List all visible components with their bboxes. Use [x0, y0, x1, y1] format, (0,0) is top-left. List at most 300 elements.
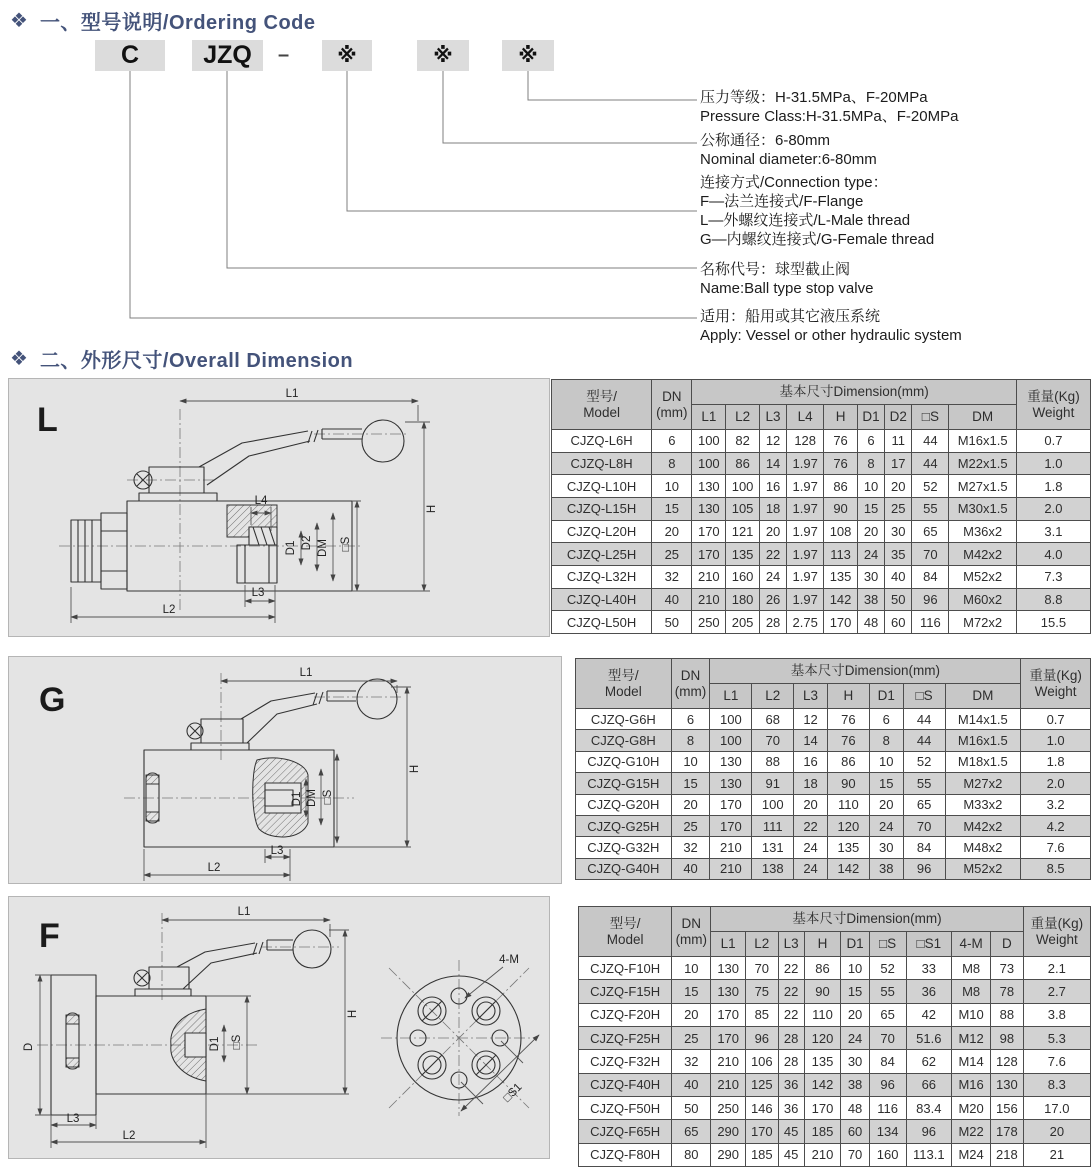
table-cell: 60	[885, 611, 912, 634]
table-cell: M33x2	[945, 794, 1021, 815]
table-row	[576, 730, 1091, 751]
table-cell: 146	[746, 1096, 779, 1119]
table-row	[552, 611, 1091, 634]
header-cell: DN (mm)	[672, 907, 711, 957]
header-cell: □S	[912, 405, 949, 430]
table-cell: 15	[869, 773, 903, 794]
table-cell: 40	[885, 565, 912, 588]
header-cell: D1	[841, 932, 869, 957]
table-cell: 32	[652, 565, 692, 588]
table-cell: 120	[827, 815, 869, 836]
dim-label-D1: D1	[209, 1036, 221, 1052]
table-cell: 210	[692, 565, 726, 588]
table-cell: 12	[759, 430, 786, 453]
table-cell: 66	[906, 1073, 952, 1096]
leader-line-diameter	[443, 71, 697, 143]
header-cell: L4	[787, 405, 824, 430]
drawing-letter: G	[39, 681, 66, 719]
table-cell: CJZQ-L40H	[552, 588, 652, 611]
code-box-diameter: ※	[417, 40, 469, 71]
table-cell: 22	[759, 543, 786, 566]
table-cell: 22	[794, 815, 828, 836]
table-cell: 180	[726, 588, 760, 611]
code-box-name: JZQ	[192, 40, 263, 71]
dimension-table-G	[575, 658, 1091, 880]
table-cell: M16x1.5	[949, 430, 1017, 453]
table-cell: 130	[692, 497, 726, 520]
table-cell: 170	[692, 543, 726, 566]
header-cell: L1	[711, 932, 746, 957]
table-cell: 4.0	[1016, 543, 1090, 566]
table-cell: CJZQ-G15H	[576, 773, 672, 794]
table-cell: 1.97	[787, 497, 824, 520]
table-cell: CJZQ-F20H	[579, 1003, 672, 1026]
table-cell: M18x1.5	[945, 751, 1021, 772]
table-cell: 84	[869, 1050, 906, 1073]
table-cell: 135	[824, 565, 858, 588]
table-cell: 1.97	[787, 565, 824, 588]
table-cell: 3.1	[1016, 520, 1090, 543]
diamond-bullet-icon: ❖	[10, 9, 28, 32]
table-cell: 91	[752, 773, 794, 794]
table-cell: 178	[991, 1120, 1024, 1143]
table-cell: 26	[759, 588, 786, 611]
table-cell: 36	[778, 1073, 804, 1096]
table-cell: 100	[752, 794, 794, 815]
valve-drawing-G-female-thread	[8, 656, 562, 884]
table-cell: 110	[804, 1003, 841, 1026]
dim-label-DM: DM	[317, 539, 329, 557]
table-cell: M12	[952, 1026, 991, 1049]
dim-label-D1: D1	[291, 791, 303, 807]
table-cell: 45	[778, 1143, 804, 1166]
table-cell: 88	[991, 1003, 1024, 1026]
dim-label-D1: D1	[285, 540, 297, 556]
table-cell: 20	[759, 520, 786, 543]
note-line: Apply: Vessel or other hydraulic system	[700, 327, 962, 344]
table-cell: 28	[759, 611, 786, 634]
table-cell: 130	[711, 980, 746, 1003]
header-cell: 基本尺寸Dimension(mm)	[710, 659, 1021, 684]
table-cell: 50	[885, 588, 912, 611]
section-header-overall-dimension	[10, 344, 353, 373]
section-title: 一、型号说明/Ordering Code	[39, 12, 316, 34]
header-cell: H	[804, 932, 841, 957]
header-cell: L2	[726, 405, 760, 430]
header-cell: 基本尺寸Dimension(mm)	[692, 380, 1016, 405]
table-cell: 134	[869, 1120, 906, 1143]
table-cell: M52x2	[949, 565, 1017, 588]
note-line: 适用：船用或其它液压系统	[700, 308, 881, 325]
table-cell: 44	[903, 709, 945, 730]
table-cell: 25	[652, 543, 692, 566]
table-cell: 42	[906, 1003, 952, 1026]
table-cell: 15	[652, 497, 692, 520]
table-cell: 14	[759, 452, 786, 475]
table-cell: CJZQ-G20H	[576, 794, 672, 815]
dim-label-S: □S	[340, 536, 352, 552]
dimension-table-L	[551, 379, 1091, 634]
table-cell: 135	[804, 1050, 841, 1073]
table-cell: 17	[885, 452, 912, 475]
table-cell: 130	[710, 751, 752, 772]
table-cell: 116	[912, 611, 949, 634]
table-cell: CJZQ-G32H	[576, 837, 672, 858]
table-cell: 1.0	[1021, 730, 1091, 751]
table-cell: 22	[778, 957, 804, 980]
table-cell: 130	[710, 773, 752, 794]
table-cell: 5.3	[1023, 1026, 1090, 1049]
table-cell: 120	[804, 1026, 841, 1049]
dim-label-S1: □S1	[501, 1081, 525, 1105]
table-cell: 52	[903, 751, 945, 772]
section-hatch	[227, 505, 277, 537]
dim-label-4M: 4-M	[499, 954, 519, 966]
table-cell: 68	[752, 709, 794, 730]
note-line: 名称代号：球型截止阀	[700, 261, 851, 278]
table-cell: 76	[827, 709, 869, 730]
table-cell: CJZQ-F65H	[579, 1120, 672, 1143]
table-row	[552, 520, 1091, 543]
table-cell: 4.2	[1021, 815, 1091, 836]
table-cell: 8.5	[1021, 858, 1091, 879]
table-cell: 40	[671, 858, 710, 879]
table-cell: 20	[652, 520, 692, 543]
table-cell: 2.75	[787, 611, 824, 634]
leader-line-pressure	[528, 71, 697, 100]
dimension-table-F-host	[578, 906, 1091, 1167]
table-cell: 1.97	[787, 475, 824, 498]
table-row	[579, 1026, 1091, 1049]
table-cell: M52x2	[945, 858, 1021, 879]
table-cell: 30	[885, 520, 912, 543]
note-line: 连接方式/Connection type：	[700, 174, 888, 191]
table-cell: 16	[794, 751, 828, 772]
table-cell: 18	[759, 497, 786, 520]
table-cell: 20	[794, 794, 828, 815]
table-cell: 0.7	[1016, 430, 1090, 453]
table-cell: M48x2	[945, 837, 1021, 858]
code-separator: –	[278, 44, 290, 66]
dimension-labels	[163, 388, 438, 616]
table-cell: 55	[869, 980, 906, 1003]
dim-label-L2: L2	[162, 604, 176, 616]
table-row	[579, 957, 1091, 980]
table-cell: 70	[903, 815, 945, 836]
header-cell: H	[824, 405, 858, 430]
table-cell: M30x1.5	[949, 497, 1017, 520]
table-cell: 32	[672, 1050, 711, 1073]
table-cell: 86	[804, 957, 841, 980]
table-cell: 96	[912, 588, 949, 611]
table-cell: 105	[726, 497, 760, 520]
table-row	[552, 543, 1091, 566]
header-cell: D1	[869, 684, 903, 709]
table-cell: 75	[746, 980, 779, 1003]
table-cell: CJZQ-L20H	[552, 520, 652, 543]
table-cell: 10	[652, 475, 692, 498]
table-cell: 48	[841, 1096, 869, 1119]
code-box-connection: ※	[322, 40, 372, 71]
table-cell: 30	[857, 565, 884, 588]
male-thread-end	[71, 520, 101, 582]
table-cell: 131	[752, 837, 794, 858]
table-cell: 1.8	[1016, 475, 1090, 498]
table-row	[579, 1050, 1091, 1073]
table-cell: 96	[906, 1120, 952, 1143]
table-cell: 3.2	[1021, 794, 1091, 815]
table-row	[576, 751, 1091, 772]
table-cell: 20	[869, 794, 903, 815]
header-cell: DM	[949, 405, 1017, 430]
header-cell: DN (mm)	[671, 659, 710, 709]
table-row	[579, 1143, 1091, 1166]
table-cell: 1.97	[787, 588, 824, 611]
header-cell: L2	[746, 932, 779, 957]
table-cell: M8	[952, 980, 991, 1003]
table-cell: 24	[794, 837, 828, 858]
table-cell: M14x1.5	[945, 709, 1021, 730]
table-cell: 156	[991, 1096, 1024, 1119]
table-cell: 70	[841, 1143, 869, 1166]
table-cell: 65	[869, 1003, 906, 1026]
table-cell: 210	[711, 1073, 746, 1096]
table-cell: 185	[804, 1120, 841, 1143]
note-line: Nominal diameter:6-80mm	[700, 151, 877, 168]
table-cell: 80	[672, 1143, 711, 1166]
table-cell: 113.1	[906, 1143, 952, 1166]
table-row	[576, 837, 1091, 858]
header-cell: DN (mm)	[652, 380, 692, 430]
table-cell: 290	[711, 1143, 746, 1166]
table-row	[552, 475, 1091, 498]
table-cell: CJZQ-L10H	[552, 475, 652, 498]
table-cell: 3.8	[1023, 1003, 1090, 1026]
dim-label-L3: L3	[66, 1113, 80, 1125]
table-cell: 98	[991, 1026, 1024, 1049]
table-cell: 24	[869, 815, 903, 836]
table-cell: M27x2	[945, 773, 1021, 794]
table-cell: CJZQ-F40H	[579, 1073, 672, 1096]
table-cell: 16	[759, 475, 786, 498]
table-cell: M20	[952, 1096, 991, 1119]
table-row	[579, 1120, 1091, 1143]
note-line: G—内螺纹连接式/G-Female thread	[700, 231, 935, 248]
dim-label-D2: D2	[301, 535, 313, 551]
port-hatch	[66, 1015, 79, 1067]
header-cell: L1	[710, 684, 752, 709]
valve-drawing-L-male-thread	[8, 378, 550, 637]
table-cell: CJZQ-L8H	[552, 452, 652, 475]
table-cell: 1.97	[787, 543, 824, 566]
table-cell: 2.1	[1023, 957, 1090, 980]
table-cell: 48	[857, 611, 884, 634]
table-cell: 8	[857, 452, 884, 475]
header-cell: L3	[794, 684, 828, 709]
header-cell: 型号/ Model	[579, 907, 672, 957]
table-cell: 170	[804, 1096, 841, 1119]
table-cell: 52	[912, 475, 949, 498]
table-cell: 65	[672, 1120, 711, 1143]
ordering-notes	[700, 0, 1092, 350]
table-cell: CJZQ-F15H	[579, 980, 672, 1003]
table-cell: CJZQ-G40H	[576, 858, 672, 879]
table-cell: 100	[710, 730, 752, 751]
dim-label-D: D	[23, 1042, 35, 1052]
table-cell: 86	[824, 475, 858, 498]
dim-label-L2: L2	[122, 1130, 136, 1142]
dimension-labels	[208, 667, 421, 874]
header-cell: 4-M	[952, 932, 991, 957]
table-cell: 38	[841, 1073, 869, 1096]
table-cell: 7.6	[1023, 1050, 1090, 1073]
table-cell: M10	[952, 1003, 991, 1026]
dim-label-L2: L2	[207, 862, 221, 874]
table-cell: 24	[841, 1026, 869, 1049]
dim-label-DM: DM	[306, 789, 318, 807]
table-cell: 44	[912, 452, 949, 475]
table-cell: 20	[1023, 1120, 1090, 1143]
ordering-note	[700, 88, 958, 126]
table-cell: 12	[794, 709, 828, 730]
table-cell: 250	[711, 1096, 746, 1119]
table-cell: 25	[671, 815, 710, 836]
table-cell: 21	[1023, 1143, 1090, 1166]
diamond-bullet-icon: ❖	[10, 347, 28, 370]
table-cell: 90	[824, 497, 858, 520]
table-cell: 22	[778, 980, 804, 1003]
table-cell: 36	[778, 1096, 804, 1119]
table-cell: 130	[991, 1073, 1024, 1096]
table-cell: 100	[692, 430, 726, 453]
table-cell: 62	[906, 1050, 952, 1073]
table-cell: CJZQ-F10H	[579, 957, 672, 980]
table-cell: M22	[952, 1120, 991, 1143]
header-cell: 重量(Kg) Weight	[1016, 380, 1090, 430]
table-cell: 218	[991, 1143, 1024, 1166]
header-cell: □S	[869, 932, 906, 957]
code-box-series: C	[95, 40, 165, 71]
table-cell: 24	[857, 543, 884, 566]
table-cell: 73	[991, 957, 1024, 980]
table-cell: M16x1.5	[945, 730, 1021, 751]
table-cell: CJZQ-F50H	[579, 1096, 672, 1119]
table-cell: CJZQ-L6H	[552, 430, 652, 453]
table-cell: 20	[671, 794, 710, 815]
table-cell: 205	[726, 611, 760, 634]
table-row	[552, 497, 1091, 520]
ordering-note	[700, 260, 873, 298]
table-cell: 17.0	[1023, 1096, 1090, 1119]
header-cell: □S1	[906, 932, 952, 957]
table-cell: 1.8	[1021, 751, 1091, 772]
table-cell: 170	[710, 794, 752, 815]
table-cell: 20	[672, 1003, 711, 1026]
table-row	[552, 588, 1091, 611]
table-cell: 85	[746, 1003, 779, 1026]
table-cell: CJZQ-L32H	[552, 565, 652, 588]
table-cell: 142	[804, 1073, 841, 1096]
table-cell: 90	[827, 773, 869, 794]
table-cell: 25	[885, 497, 912, 520]
dim-label-H: H	[347, 1009, 359, 1019]
table-cell: CJZQ-G8H	[576, 730, 672, 751]
table-cell: CJZQ-G10H	[576, 751, 672, 772]
table-cell: 170	[746, 1120, 779, 1143]
table-cell: 90	[804, 980, 841, 1003]
table-cell: 8.8	[1016, 588, 1090, 611]
header-cell: D1	[857, 405, 884, 430]
table-cell: 10	[841, 957, 869, 980]
port-bore	[185, 1033, 206, 1057]
table-cell: 128	[991, 1050, 1024, 1073]
table-cell: 24	[759, 565, 786, 588]
table-cell: 142	[824, 588, 858, 611]
table-cell: 15	[671, 773, 710, 794]
handle-ball	[362, 420, 404, 462]
dim-label-L3: L3	[270, 845, 284, 857]
table-cell: 24	[794, 858, 828, 879]
table-cell: 55	[903, 773, 945, 794]
dim-label-S: □S	[231, 1034, 243, 1050]
table-row	[552, 565, 1091, 588]
valve-drawing-F-flange	[8, 896, 550, 1159]
leader-line-series	[130, 71, 697, 318]
table-cell: 15	[672, 980, 711, 1003]
table-cell: 106	[746, 1050, 779, 1073]
table-cell: 6	[671, 709, 710, 730]
table-cell: 20	[857, 520, 884, 543]
table-cell: 88	[752, 751, 794, 772]
table-row	[576, 794, 1091, 815]
header-cell: D	[991, 932, 1024, 957]
table-cell: 60	[841, 1120, 869, 1143]
table-cell: CJZQ-L50H	[552, 611, 652, 634]
table-cell: CJZQ-F25H	[579, 1026, 672, 1049]
table-cell: 210	[692, 588, 726, 611]
table-cell: 30	[869, 837, 903, 858]
table-cell: 40	[652, 588, 692, 611]
table-cell: 210	[804, 1143, 841, 1166]
table-cell: 130	[711, 957, 746, 980]
leader-line-connection	[347, 71, 697, 211]
table-cell: 160	[869, 1143, 906, 1166]
table-cell: 78	[991, 980, 1024, 1003]
table-cell: 35	[885, 543, 912, 566]
table-cell: CJZQ-G6H	[576, 709, 672, 730]
table-cell: 10	[869, 751, 903, 772]
table-cell: 135	[726, 543, 760, 566]
table-cell: 40	[672, 1073, 711, 1096]
table-cell: 290	[711, 1120, 746, 1143]
table-cell: 110	[827, 794, 869, 815]
table-cell: M14	[952, 1050, 991, 1073]
table-cell: 8	[869, 730, 903, 751]
table-row	[576, 773, 1091, 794]
table-cell: 22	[778, 1003, 804, 1026]
table-row	[552, 430, 1091, 453]
table-cell: 6	[869, 709, 903, 730]
table-cell: 76	[827, 730, 869, 751]
table-cell: 6	[857, 430, 884, 453]
note-line: Pressure Class:H-31.5MPa、F-20MPa	[700, 108, 959, 125]
header-cell: D2	[885, 405, 912, 430]
table-cell: 111	[752, 815, 794, 836]
ordering-note	[700, 173, 934, 249]
table-cell: 33	[906, 957, 952, 980]
table-cell: 32	[671, 837, 710, 858]
table-cell: 170	[824, 611, 858, 634]
